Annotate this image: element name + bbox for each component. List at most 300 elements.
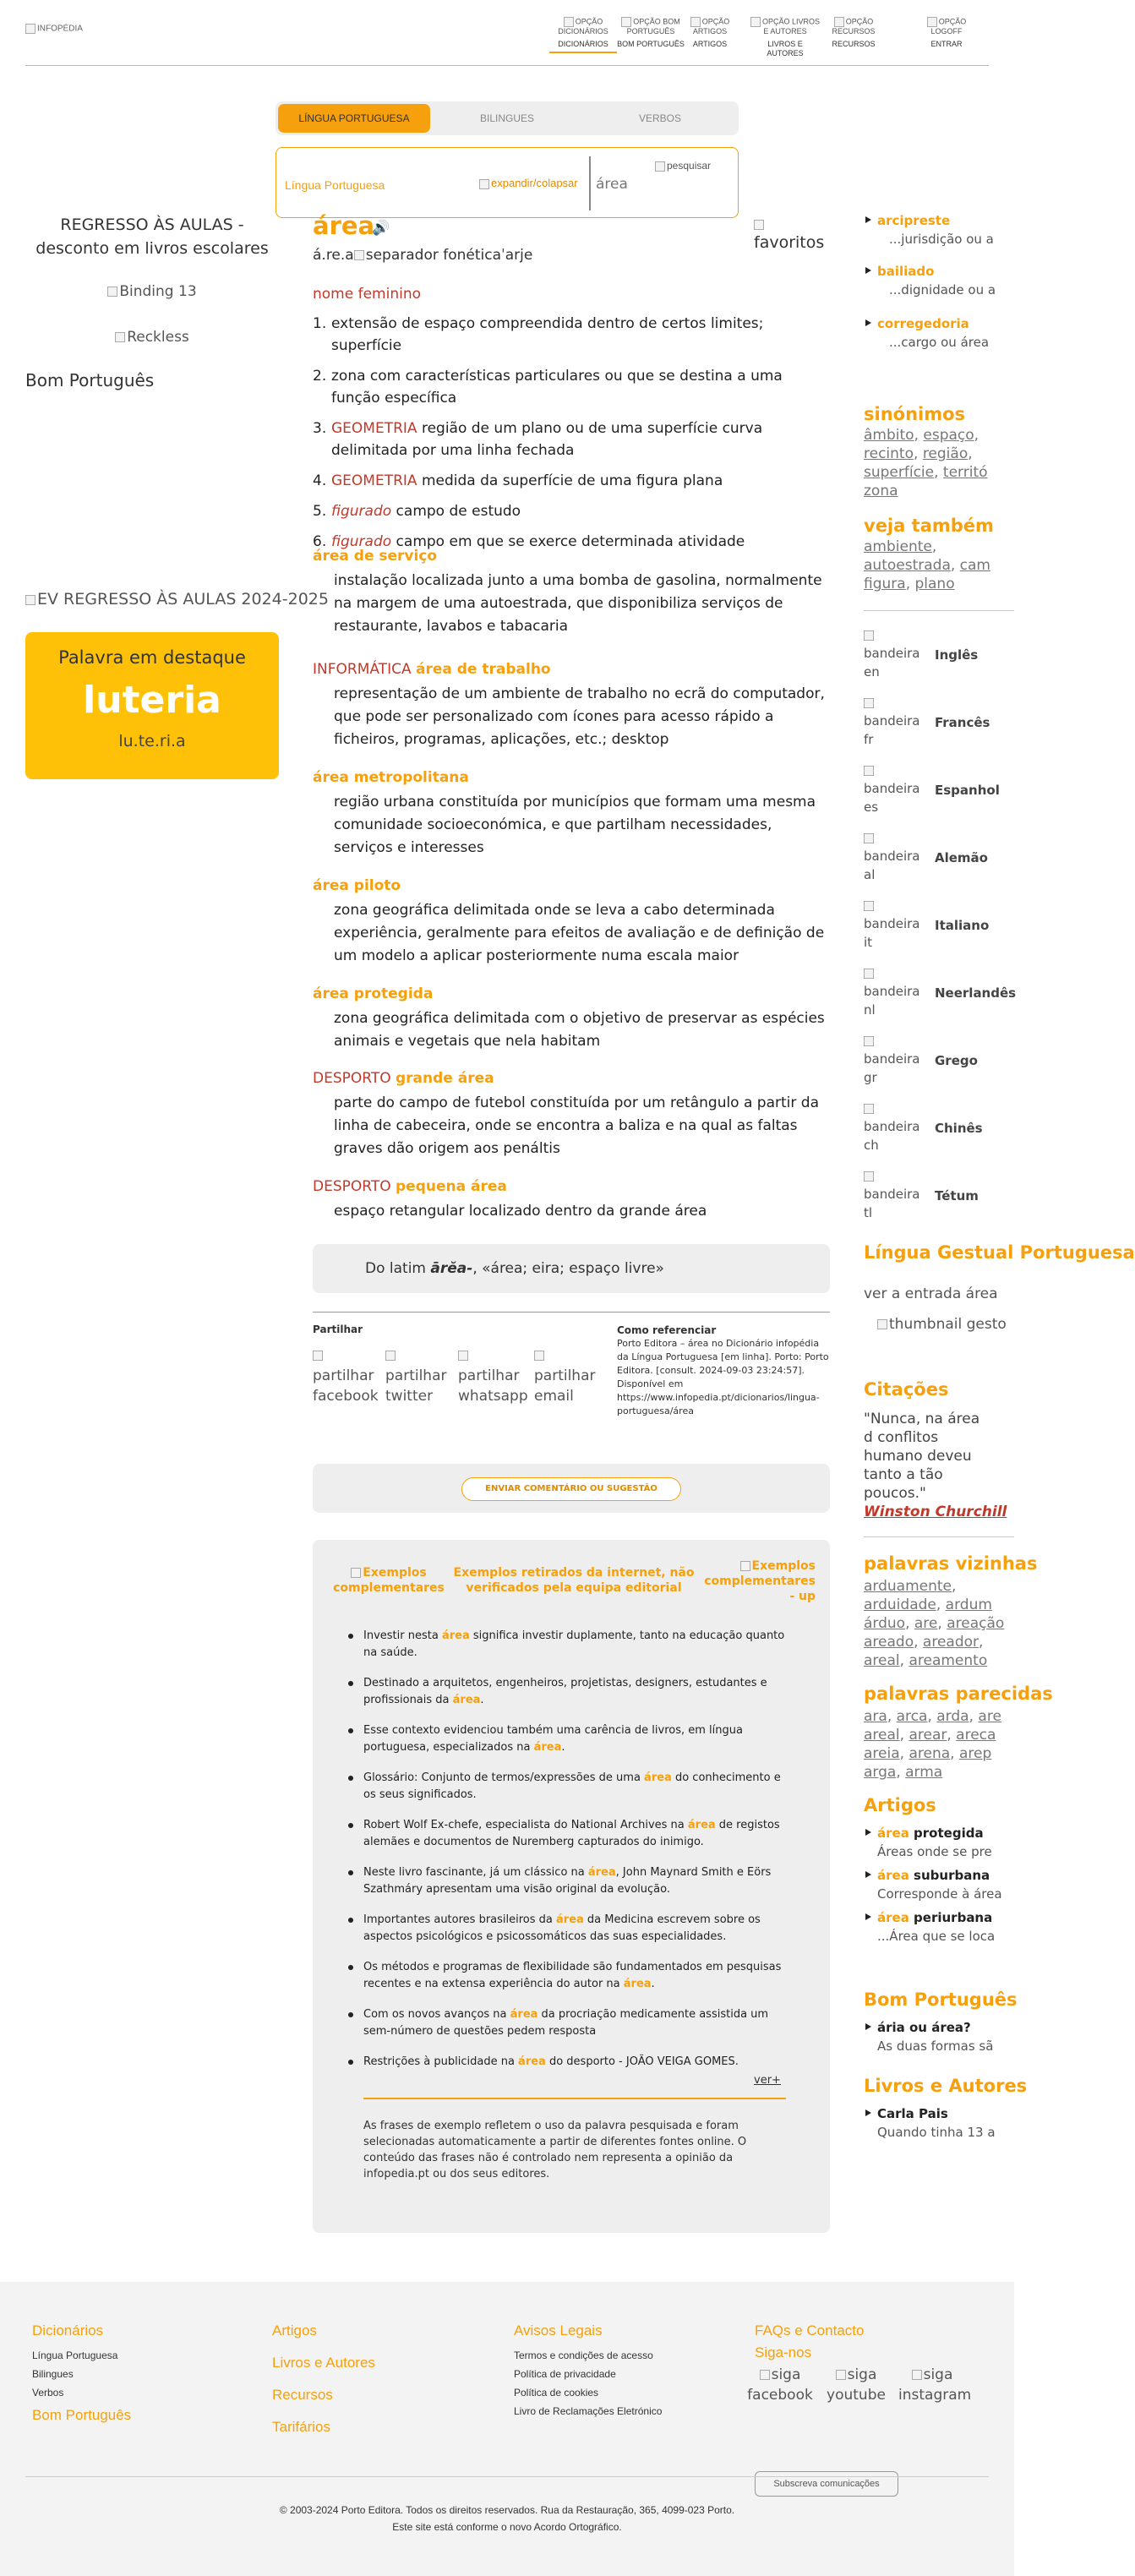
divider [363, 2098, 786, 2099]
sense-item [313, 500, 830, 522]
footer-link[interactable]: Língua Portuguesa [32, 2350, 118, 2361]
example-item [363, 1912, 786, 1946]
footer-link[interactable]: Livros e Autores [272, 2355, 375, 2371]
neighbor-link[interactable]: ardum [945, 1596, 992, 1613]
example-text: Esse contexto evidenciou também uma carência de livros, em língua portuguesa, especializados na [363, 1724, 743, 1754]
example-item [363, 1864, 786, 1898]
similar-word-link[interactable]: are [978, 1708, 1001, 1725]
share-twitter-icon[interactable] [385, 1345, 453, 1406]
quote-text: "Nunca, na área d conflitos humano deveu tanto a tão poucos." [864, 1411, 980, 1502]
examples-more-link[interactable]: ver+ [754, 2074, 781, 2087]
similar-words-list: ara, arca, arda, are areal, arear, areca areia, arena, arep arga, arma [864, 1708, 1001, 1781]
sign-language-link[interactable]: ver a entrada área [864, 1285, 998, 1302]
nav-artigos[interactable] [685, 17, 735, 49]
related-term: corregedoria [864, 314, 1033, 333]
subentry-definition: espaço retangular localizado dentro da grande área [334, 1203, 707, 1220]
synonyms-title: sinónimos [864, 404, 966, 424]
sense-text: campo de estudo [391, 503, 521, 520]
related-snippet: ...cargo ou área [889, 335, 990, 350]
entry-headword: área [313, 211, 375, 240]
sense-domain: GEOMETRIA [331, 420, 417, 437]
subentry [313, 769, 830, 860]
word-card-label: Palavra em destaque [58, 647, 246, 668]
language-name: Neerlandês [935, 985, 1017, 1001]
example-item [363, 1770, 786, 1804]
flag-icon [864, 1099, 920, 1154]
synonym-link[interactable]: espaço [923, 427, 974, 444]
language-name: Alemão [935, 850, 988, 865]
article-title: suburbana [909, 1868, 990, 1883]
neighbor-link[interactable]: areação [947, 1615, 1005, 1632]
article-snippet: ...Área que se loca [877, 1929, 996, 1944]
sense-number: 4. [313, 472, 327, 489]
subentry [313, 548, 830, 638]
example-text: . [480, 1694, 484, 1706]
article-title: periurbana [909, 1910, 993, 1925]
footer-link[interactable]: FAQs e Contacto [755, 2322, 865, 2339]
nav-label: LIVROS E AUTORES [767, 40, 804, 57]
nav-icon-alt: OPÇÃO ARTIGOS [692, 17, 730, 35]
sense-item [313, 418, 830, 461]
expand-alt: expandir/colapsar [491, 177, 578, 189]
send-comment-button[interactable]: ENVIAR COMENTÁRIO OU SUGESTÃO [461, 1477, 681, 1501]
flag-icon [864, 693, 920, 749]
similar-words-title: palavras parecidas [864, 1684, 1053, 1704]
example-text: Com os novos avanços na [363, 2008, 510, 2021]
word-of-day-card[interactable] [25, 632, 279, 779]
example-text: Importantes autores brasileiros da [363, 1913, 557, 1926]
footer-link[interactable]: Dicionários [32, 2322, 104, 2339]
article-highlight: área [877, 1826, 909, 1841]
related-term: bailiado [864, 262, 1033, 281]
subentry [313, 877, 830, 968]
phonetic-separator-alt: separador fonética [365, 247, 502, 264]
examples-icon[interactable] [330, 1565, 448, 1596]
translation-english[interactable] [864, 625, 1024, 691]
books-authors-item[interactable] [864, 2104, 1033, 2142]
sense-list [313, 313, 830, 561]
pronunciation [313, 247, 532, 264]
flag-alt: bandeira gr [864, 1051, 920, 1085]
footer-link[interactable]: Avisos Legais [514, 2322, 603, 2339]
sense-text: zona com características particulares ou que se destina a uma função específica [331, 368, 783, 407]
footer-col-dictionaries [32, 2322, 260, 2431]
language-name: Espanhol [935, 783, 1000, 798]
synonym-link[interactable]: âmbito [864, 427, 914, 444]
example-text: . [561, 1741, 565, 1754]
sense-register: figurado [331, 533, 392, 550]
related-entry[interactable] [864, 262, 1033, 299]
subentry-definition: instalação localizada junto a uma bomba de gasolina, normalmente na margem de uma autoestrada, que disponibiliza serviços de restaurante, lavabos e tabacaria [334, 572, 822, 635]
etymology-meaning: , «área; eira; espaço livre» [472, 1260, 664, 1277]
footer-link[interactable]: Política de cookies [514, 2387, 599, 2399]
footer-link[interactable]: Bilingues [32, 2368, 74, 2380]
share-email-icon[interactable] [534, 1345, 602, 1406]
examples-list [363, 1628, 786, 2084]
sense-number: 1. [313, 315, 327, 332]
example-highlight: área [644, 1771, 672, 1784]
flag-icon [864, 896, 920, 952]
nav-icon-alt: OPÇÃO LIVROS E AUTORES [761, 17, 821, 35]
author-name: Carla Pais [864, 2104, 1033, 2123]
footer-link[interactable]: Tarifários [272, 2419, 330, 2435]
subentry-term: área de trabalho [415, 661, 551, 678]
ad-alt: Binding 13 [119, 283, 197, 300]
article-highlight: área [877, 1868, 909, 1883]
example-item [363, 1959, 786, 1993]
ad-alt: Reckless [127, 329, 189, 346]
translation-dutch[interactable] [864, 963, 1024, 1029]
example-highlight: área [623, 1978, 652, 1990]
share-alt: partilhar twitter [385, 1367, 447, 1405]
bom-portugues-item[interactable] [864, 2018, 1033, 2055]
flag-alt: bandeira nl [864, 984, 920, 1018]
example-text: Restrições à publicidade na [363, 2055, 519, 2068]
banner-alt: EV REGRESSO ÀS AULAS 2024-2025 [37, 590, 329, 609]
related-entry[interactable] [864, 314, 1033, 352]
similar-word-link[interactable]: areal [864, 1727, 900, 1744]
example-text: Neste livro fascinante, já um clássico na [363, 1866, 588, 1879]
neighbor-link[interactable]: areador [922, 1634, 979, 1651]
sense-text: campo em que se exerce determinada atividade [391, 533, 745, 550]
similar-word-link[interactable]: arena [909, 1745, 951, 1762]
example-text: , John Maynard Smith e Eörs Szathmáry apresentam uma visão original da evolução. [363, 1866, 772, 1896]
synonyms-list: âmbito, espaço, recinto, região, superfície, territó zona [864, 427, 988, 499]
favorite-icon[interactable] [754, 215, 830, 252]
quote-author-link[interactable]: Winston Churchill [864, 1504, 1007, 1520]
tab-bilingues[interactable]: BILINGUES [479, 112, 535, 124]
neighbor-link[interactable]: arduamente [864, 1578, 952, 1595]
footer-link[interactable]: Recursos [272, 2387, 333, 2403]
nav-dicionarios[interactable] [549, 17, 617, 53]
related-snippet: ...jurisdição ou a [889, 232, 994, 247]
expand-collapse-icon[interactable] [479, 177, 589, 189]
flag-icon [864, 625, 920, 681]
tab-verbos[interactable]: VERBOS [638, 112, 681, 124]
translation-italian[interactable] [864, 896, 1024, 962]
bom-portugues-snippet: As duas formas sã [877, 2038, 994, 2054]
site-header [25, 0, 989, 66]
example-highlight: área [452, 1694, 481, 1706]
sense-number: 6. [313, 533, 327, 550]
similar-word-link[interactable]: areia [864, 1745, 900, 1762]
footer-link[interactable]: Política de privacidade [514, 2368, 616, 2380]
subentry-definition: zona geográfica delimitada com o objetivo de preservar as espécies animais e vegetais que nela habitam [334, 1010, 825, 1050]
example-highlight: área [687, 1819, 716, 1831]
example-highlight: área [587, 1866, 616, 1879]
divider [864, 610, 1014, 611]
share-title: Partilhar [313, 1323, 363, 1335]
citation-text: Porto Editora – área no Dicionário infopédia da Língua Portuguesa [em linha]. Porto: Porto Editora. [consult. 2024-09-03 23:24:57]. Disponível em https://www.infopedia.pt/dicionarios/lingua-portuguesa/área [617, 1338, 829, 1416]
subscribe-button[interactable]: Subscreva comunicações [755, 2471, 898, 2497]
word-card-word: luteria [83, 679, 221, 722]
translation-german[interactable] [864, 828, 1024, 894]
flag-alt: bandeira al [864, 849, 920, 882]
sense-domain: GEOMETRIA [331, 472, 417, 489]
nav-label: RECURSOS [832, 40, 876, 48]
orthographic-agreement-note: Este site está conforme o novo Acordo Ortográfico. [392, 2521, 622, 2533]
article-item[interactable] [864, 1908, 1033, 1946]
translation-spanish[interactable] [864, 761, 1024, 827]
nav-icon-alt: OPÇÃO LOGOFF [930, 17, 967, 35]
footer-link[interactable]: Termos e condições de acesso [514, 2350, 653, 2361]
similar-word-link[interactable]: areca [956, 1727, 996, 1744]
sense-item [313, 365, 830, 409]
nav-label: ARTIGOS [692, 40, 728, 48]
example-text: Investir nesta [363, 1629, 442, 1642]
subentry-domain: DESPORTO [313, 1070, 396, 1087]
synonym-link[interactable]: região [922, 445, 969, 462]
language-name: Grego [935, 1053, 978, 1068]
language-name: Italiano [935, 918, 990, 933]
subentry-definition: região urbana constituída por municípios que formam uma mesma comunidade socioeconómica, e que partilham necessidades, serviços e interesses [334, 794, 816, 856]
examples-up-icon[interactable] [701, 1558, 816, 1604]
divider [864, 1536, 1014, 1537]
ad-binding[interactable] [25, 282, 279, 301]
example-highlight: área [518, 2055, 546, 2068]
search-input[interactable] [596, 173, 655, 195]
neighbor-link[interactable]: are [914, 1615, 938, 1632]
books-authors-title: Livros e Autores [864, 2076, 1028, 2096]
ad-reckless[interactable] [25, 328, 279, 347]
footer-link[interactable]: Bom Português [32, 2407, 132, 2423]
site-logo[interactable] [25, 24, 83, 34]
search-dictionary-label[interactable]: Língua Portuguesa [285, 178, 385, 192]
examples-disclaimer: As frases de exemplo refletem o uso da palavra pesquisada e foram selecionadas automaticamente a partir de diferentes fontes online. O conteúdo das frases não é controlado nem representa a opinião da infopedia.pt ou dos seus editores. [363, 2120, 747, 2180]
translation-french[interactable] [864, 693, 1024, 759]
social-alt: siga facebook [747, 2366, 813, 2404]
share-alt: partilhar facebook [313, 1367, 379, 1405]
translation-greek[interactable] [864, 1031, 1024, 1097]
ev-banner[interactable] [25, 590, 329, 609]
flag-icon [864, 963, 920, 1019]
flag-alt: bandeira fr [864, 713, 920, 747]
tab-lingua-portuguesa[interactable]: LÍNGUA PORTUGUESA [278, 104, 430, 133]
author-snippet: Quando tinha 13 a [877, 2125, 996, 2140]
neighbor-link[interactable]: areal [864, 1652, 900, 1669]
nav-icon-alt: OPÇÃO RECURSOS [832, 17, 876, 35]
follow-us-label: Siga-nos [755, 2344, 812, 2360]
syllabification: á.re.a [313, 247, 354, 264]
neighbor-link[interactable]: areado [864, 1634, 914, 1651]
examples-up-alt: Exemplos complementares - up [704, 1559, 816, 1603]
similar-word-link[interactable]: arear [909, 1727, 947, 1744]
language-name: Tétum [935, 1188, 979, 1203]
social-alt: siga youtube [827, 2366, 886, 2404]
sense-register: figurado [331, 503, 392, 520]
site-footer [0, 2282, 1014, 2576]
see-also-link[interactable]: ambiente [864, 538, 932, 555]
right-sidebar [864, 206, 1135, 2235]
divider [313, 1312, 830, 1313]
synonym-link[interactable]: superfície [864, 464, 935, 481]
flag-alt: bandeira it [864, 916, 920, 950]
search-divider [589, 156, 591, 210]
example-text: Destinado a arquitetos, engenheiros, projetistas, designers, estudantes e profissionais da [363, 1677, 767, 1706]
article-item[interactable] [864, 1824, 1033, 1861]
footer-link[interactable]: Verbos [32, 2387, 64, 2399]
language-name: Francês [935, 715, 990, 730]
search-alt: pesquisar [667, 160, 712, 172]
nav-icon-alt: OPÇÃO BOM PORTUGUÊS [626, 17, 680, 35]
see-also-link[interactable]: autoestrada [864, 557, 951, 574]
bom-portugues-title[interactable]: Bom Português [25, 370, 155, 390]
sense-text: extensão de espaço compreendida dentro de certos limites; superfície [331, 315, 764, 354]
translation-tetum[interactable] [864, 1166, 1024, 1232]
subentry-term: pequena área [396, 1178, 507, 1195]
translation-chinese[interactable] [864, 1099, 1024, 1165]
phonetic: ˈarje [501, 247, 533, 264]
see-also-link[interactable]: figura [864, 576, 906, 592]
quotes-title: Citações [864, 1379, 949, 1400]
example-text: da Medicina escrevem sobre os aspectos psicológicos e psicossomáticos das suas especialidades. [363, 1913, 761, 1943]
example-text: do conhecimento e os seus significados. [363, 1771, 781, 1801]
language-name: Inglês [935, 647, 979, 663]
examples-icon-alt: Exemplos complementares [333, 1566, 445, 1595]
flag-icon [864, 828, 920, 884]
nav-entrar[interactable] [913, 17, 980, 49]
sense-item [313, 470, 830, 492]
example-item [363, 2006, 786, 2040]
flag-icon [864, 761, 920, 816]
flag-alt: bandeira ch [864, 1119, 920, 1153]
see-also-link[interactable]: cam [959, 557, 990, 574]
favorite-alt: favoritos [754, 233, 825, 252]
example-text: . [651, 1978, 655, 1990]
similar-word-link[interactable]: ara [864, 1708, 887, 1725]
subentry-term: área de serviço [313, 548, 438, 565]
similar-word-link[interactable]: arda [936, 1708, 969, 1725]
example-text: Os métodos e programas de flexibilidade são fundamentados em pesquisas recentes e na extensa experiência do autor na [363, 1961, 782, 1990]
share-facebook-icon[interactable] [313, 1345, 380, 1406]
speaker-icon[interactable]: 🔊 [372, 220, 390, 237]
example-text: Robert Wolf Ex-chefe, especialista do National Archives na [363, 1819, 688, 1831]
sense-number: 3. [313, 420, 327, 437]
subentry [313, 661, 830, 751]
examples-section [313, 1540, 830, 2233]
example-highlight: área [510, 2008, 538, 2021]
example-text: do desporto - JOÃO VEIGA GOMES. [545, 2055, 739, 2068]
example-highlight: área [556, 1913, 584, 1926]
similar-word-link[interactable]: arca [896, 1708, 928, 1725]
flag-icon [864, 1031, 920, 1087]
related-entry[interactable] [864, 211, 1033, 248]
article-item[interactable] [864, 1866, 1033, 1903]
subentry-term: área protegida [313, 985, 434, 1002]
example-item [363, 1675, 786, 1709]
nav-livros-autores[interactable] [749, 17, 821, 58]
grammatical-category: nome feminino [313, 286, 421, 303]
example-text: da procriação medicamente assistida um sem-número de questões pedem resposta [363, 2008, 769, 2038]
sense-number: 2. [313, 368, 327, 385]
etymology-box [313, 1244, 830, 1293]
footer-col-sections [272, 2322, 500, 2442]
flag-alt: bandeira tl [864, 1187, 920, 1220]
neighbor-link[interactable]: arduidade [864, 1596, 936, 1613]
nav-label: ENTRAR [930, 40, 963, 48]
facebook-icon[interactable] [746, 2365, 814, 2405]
language-name: Chinês [935, 1121, 983, 1136]
synonym-link[interactable]: zona [864, 483, 898, 499]
footer-link[interactable]: Livro de Reclamações Eletrónico [514, 2405, 663, 2417]
subentry-definition: parte do campo de futebol constituída por um retângulo a partir da linha de cabeceira, onde se encontra a baliza e na qual as faltas graves dão origem aos penáltis [334, 1094, 819, 1157]
logo-alt-text: INFOPÉDIA [37, 24, 83, 34]
subentry-domain: INFORMÁTICA [313, 661, 416, 678]
sign-language-thumbnail[interactable] [877, 1315, 1038, 1334]
etymology-prefix: Do latim [365, 1260, 431, 1277]
nav-icon-alt: OPÇÃO DICIONÁRIOS [558, 17, 608, 35]
neighbor-link[interactable]: árduo [864, 1615, 906, 1632]
example-item [363, 1817, 786, 1851]
subentry-definition: zona geográfica delimitada onde se leva a cabo determinada experiência, geralmente para efeitos de avaliação e de definição de um modelo a aplicar posteriormente numa escala maior [334, 902, 825, 964]
instagram-icon[interactable] [898, 2365, 972, 2405]
subentry [313, 1070, 830, 1160]
similar-word-link[interactable]: arga [864, 1764, 897, 1781]
thumbnail-alt: thumbnail gesto [889, 1316, 1007, 1333]
sign-language-title: Língua Gestual Portuguesa [864, 1242, 1135, 1263]
similar-word-link[interactable]: arma [905, 1764, 943, 1781]
article-highlight: área [877, 1910, 909, 1925]
sense-text: região de um plano ou de uma superfície curva delimitada por uma linha fechada [331, 420, 763, 459]
neighbors-title: palavras vizinhas [864, 1553, 1038, 1574]
share-alt: partilhar email [534, 1367, 596, 1405]
subentry [313, 985, 830, 1053]
related-snippet: ...dignidade ou a [889, 282, 996, 297]
citation-title: Como referenciar [617, 1324, 717, 1336]
copyright [0, 2502, 1014, 2535]
sense-item [313, 313, 830, 357]
search-icon[interactable] [655, 160, 735, 172]
share-alt: partilhar whatsapp [458, 1367, 528, 1405]
footer-col-contact [747, 2322, 983, 2508]
search-box [276, 147, 739, 218]
citation-section [617, 1323, 830, 1418]
dictionary-tabs [276, 101, 739, 135]
social-alt: siga instagram [898, 2366, 972, 2404]
youtube-icon[interactable] [822, 2365, 890, 2405]
synonym-link[interactable]: recinto [864, 445, 914, 462]
share-section [313, 1323, 617, 1405]
promo-banner[interactable]: REGRESSO ÀS AULAS - desconto em livros escolares [35, 216, 269, 258]
related-term: arcipreste [864, 211, 1033, 230]
copyright-text: © 2003-2024 Porto Editora. Todos os direitos reservados. Rua da Restauração, 365, 4099-023 Porto. [279, 2504, 735, 2516]
nav-recursos[interactable] [827, 17, 881, 49]
see-also-link[interactable]: plano [914, 576, 955, 592]
footer-link[interactable]: Artigos [272, 2322, 317, 2339]
subentry-term: grande área [396, 1070, 494, 1087]
article-snippet: Corresponde à área [877, 1886, 1002, 1902]
bom-portugues-sidebar-title: Bom Português [864, 1989, 1018, 2010]
share-whatsapp-icon[interactable] [458, 1345, 526, 1406]
neighbors-list: arduamente, arduidade, ardum árduo, are, areação areado, areador, areal, areamento [864, 1578, 1005, 1669]
footer-col-legal [514, 2322, 742, 2420]
article-title: protegida [909, 1826, 984, 1841]
comment-section [313, 1464, 830, 1513]
etymology-word: ārĕa- [430, 1260, 473, 1277]
articles-title: Artigos [864, 1795, 936, 1815]
quote-author[interactable] [864, 1503, 1024, 1521]
bom-portugues-question: ária ou área? [864, 2018, 1033, 2037]
similar-word-link[interactable]: arep [958, 1745, 992, 1762]
example-text: Glossário: Conjunto de termos/expressões de uma [363, 1771, 645, 1784]
nav-label: BOM PORTUGUÊS [617, 40, 685, 48]
subentry-term: área metropolitana [313, 769, 469, 786]
neighbor-link[interactable]: areamento [909, 1652, 988, 1669]
nav-bom-portugues[interactable] [617, 17, 685, 49]
synonym-link[interactable]: territó [942, 464, 988, 481]
example-text: de registos alemães e documentos de Nuremberg capturados do inimigo. [363, 1819, 780, 1848]
subentry-domain: DESPORTO [313, 1178, 396, 1195]
